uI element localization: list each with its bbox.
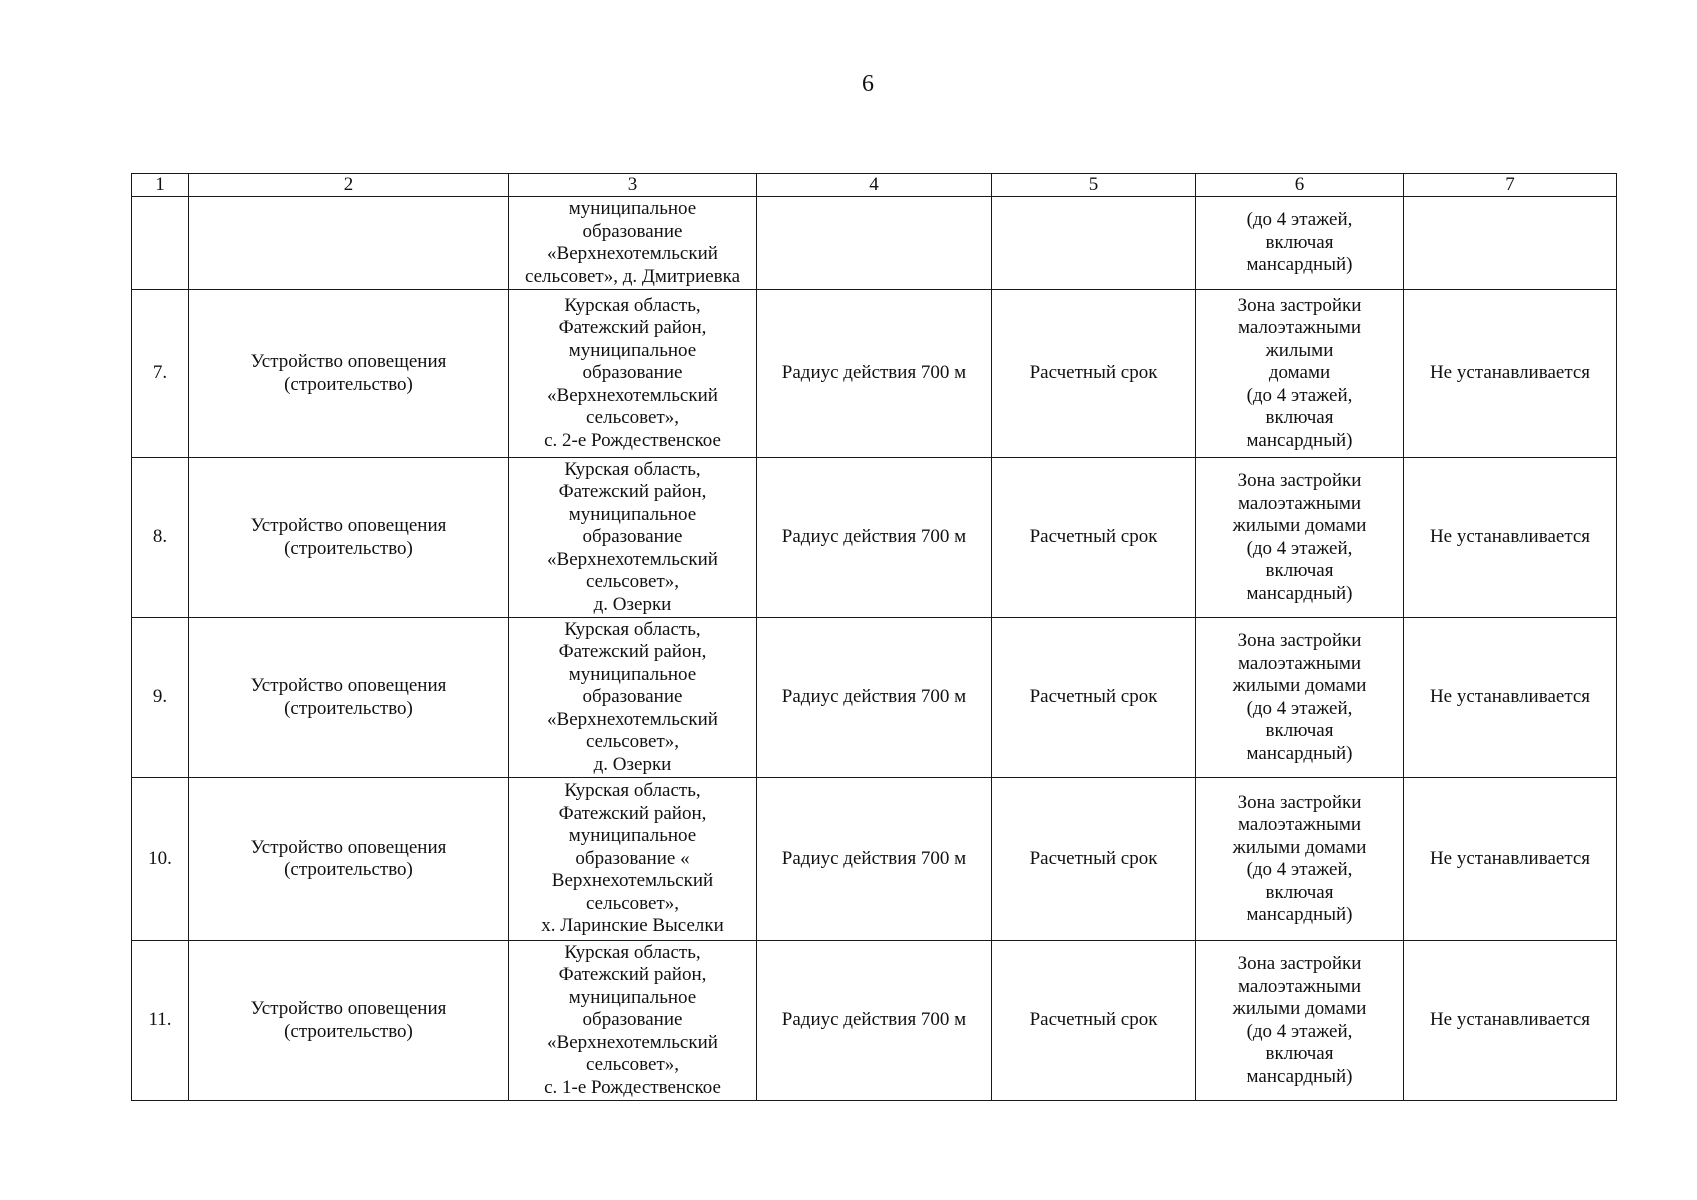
zone-line: включая [1265,881,1334,903]
location-line: муниципальное [568,986,697,1008]
location-cell [509,941,757,1101]
location-line: д. Озерки [593,593,672,615]
location-line: образование [582,526,683,548]
restriction-cell: Не устанавливается [1404,618,1617,778]
term-cell: Расчетный срок [992,778,1196,941]
zone-line: Зона застройки [1237,953,1362,974]
row-number-cell: 7. [132,290,189,458]
object-name-line: (строительство) [284,537,413,559]
column-number: 6 [1196,174,1404,197]
object-name-line: (строительство) [284,859,413,880]
zone-line: включая [1265,560,1334,581]
object-name-line: (строительство) [284,373,413,395]
location-line: д. Озерки [593,753,672,775]
location-cell [509,778,757,941]
zone-line: (до 4 этажей, [1246,859,1353,880]
zone-line: мансардный) [1246,582,1353,604]
zone-line: включая [1265,720,1334,741]
zone-line: включая [1265,407,1334,429]
zone-line: жилыми домами [1232,515,1367,536]
location-line: муниципальное [568,503,697,525]
location-line: «Верхнехотемльский [547,384,718,406]
location-line: сельсовет», [585,892,680,914]
location-line: Курская область, [564,941,701,963]
object-name-cell [189,618,509,778]
zone-line: жилыми домами [1232,836,1367,858]
zone-cell [1196,458,1404,618]
location-line: сельсовет», д. Дмитриевка [524,265,741,287]
zone-line: (до 4 этажей, [1246,384,1353,406]
location-line: Курская область, [564,780,701,802]
term-cell: Расчетный срок [992,458,1196,618]
location-line: образование [582,686,683,708]
zone-line: жилыми домами [1232,998,1367,1019]
object-name-cell [189,778,509,941]
table-row [132,778,1617,941]
location-line: сельсовет», [585,731,680,753]
location-line: «Верхнехотемльский [547,708,718,730]
zone-line: (до 4 этажей, [1246,209,1353,231]
zone-line: (до 4 этажей, [1246,1020,1353,1042]
row-number-cell: 10. [132,778,189,941]
term-cell: Расчетный срок [992,290,1196,458]
row-number-cell [132,197,189,290]
location-cell [509,197,757,290]
object-name-line: Устройство оповещения [250,836,447,858]
location-cell [509,290,757,458]
zone-cell [1196,941,1404,1101]
zone-line: жилыми [1265,339,1334,361]
zone-line: (до 4 этажей, [1246,537,1353,559]
zone-cell [1196,197,1404,290]
object-name-line: Устройство оповещения [250,515,447,536]
zone-line: малоэтажными [1237,492,1362,514]
location-line: Верхнехотемльский [551,870,714,892]
row-number-cell: 9. [132,618,189,778]
location-line: муниципальное [568,198,697,219]
zone-line: Зона застройки [1237,470,1362,491]
table-row [132,941,1617,1101]
object-name-line: (строительство) [284,697,413,719]
zone-cell [1196,290,1404,458]
zone-line: мансардный) [1246,429,1353,451]
restriction-cell: Не устанавливается [1404,941,1617,1101]
column-number: 7 [1404,174,1617,197]
term-cell: Расчетный срок [992,941,1196,1101]
restriction-cell: Не устанавливается [1404,458,1617,618]
zone-line: включая [1265,1043,1334,1064]
location-line: с. 1-е Рождественское [544,1076,721,1098]
characteristic-cell [757,197,992,290]
row-number-cell: 8. [132,458,189,618]
table-row [132,618,1617,778]
zone-line: Зона застройки [1237,630,1362,651]
location-line: х. Ларинские Выселки [541,915,724,937]
location-line: муниципальное [568,825,697,847]
object-name-line: Устройство оповещения [250,675,447,696]
location-line: Фатежский район, [558,641,707,663]
object-name-line: Устройство оповещения [250,998,447,1019]
location-cell [509,458,757,618]
zone-line: жилыми домами [1232,675,1367,696]
location-line: муниципальное [568,663,697,685]
zone-line: малоэтажными [1237,652,1362,674]
location-line: с. 2-е Рождественское [544,429,721,451]
location-line: Курская область, [564,294,701,316]
location-line: сельсовет», [585,407,680,429]
table-row [132,458,1617,618]
location-line: Курская область, [564,618,701,640]
characteristic-cell: Радиус действия 700 м [757,778,992,941]
location-line: образование « [575,847,690,869]
row-number-cell: 11. [132,941,189,1101]
location-line: Фатежский район, [558,317,707,339]
object-name-line: (строительство) [284,1020,413,1042]
column-number: 1 [132,174,189,197]
location-line: «Верхнехотемльский [547,1031,718,1053]
zone-line: мансардный) [1246,904,1353,925]
object-name-cell [189,458,509,618]
restriction-cell: Не устанавливается [1404,290,1617,458]
zone-line: малоэтажными [1237,317,1362,339]
zone-cell [1196,778,1404,941]
location-line: «Верхнехотемльский [547,243,718,264]
table-row-continuation [132,197,1617,290]
location-line: муниципальное [568,339,697,361]
restriction-cell: Не устанавливается [1404,778,1617,941]
column-number: 5 [992,174,1196,197]
location-line: сельсовет», [585,571,680,593]
characteristic-cell: Радиус действия 700 м [757,458,992,618]
location-line: Фатежский район, [558,802,707,824]
column-number: 3 [509,174,757,197]
location-line: «Верхнехотемльский [547,548,718,570]
location-line: сельсовет», [585,1054,680,1076]
location-line: образование [582,220,683,242]
table-row [132,290,1617,458]
zone-cell [1196,618,1404,778]
characteristic-cell: Радиус действия 700 м [757,290,992,458]
characteristic-cell: Радиус действия 700 м [757,618,992,778]
location-line: Фатежский район, [558,964,707,986]
location-cell [509,618,757,778]
column-number-row [132,174,1617,197]
zone-line: мансардный) [1246,742,1353,764]
zone-line: мансардный) [1246,254,1353,276]
characteristic-cell: Радиус действия 700 м [757,941,992,1101]
zone-line: малоэтажными [1237,814,1362,835]
column-number: 2 [189,174,509,197]
zone-line: малоэтажными [1237,975,1362,997]
location-line: Фатежский район, [558,481,707,503]
restriction-cell [1404,197,1617,290]
zone-line: включая [1265,231,1334,253]
zone-line: (до 4 этажей, [1246,697,1353,719]
object-name-cell [189,290,509,458]
object-name-cell [189,941,509,1101]
zone-line: Зона застройки [1237,294,1362,316]
objects-table [131,173,1617,1101]
zone-line: мансардный) [1246,1065,1353,1087]
column-number: 4 [757,174,992,197]
object-name-line: Устройство оповещения [250,351,447,372]
location-line: образование [582,1009,683,1031]
page-number: 6 [862,71,874,97]
location-line: Курская область, [564,458,701,480]
zone-line: Зона застройки [1237,791,1362,813]
object-name-cell [189,197,509,290]
term-cell: Расчетный срок [992,618,1196,778]
location-line: образование [582,362,683,384]
zone-line: домами [1268,362,1331,384]
term-cell [992,197,1196,290]
